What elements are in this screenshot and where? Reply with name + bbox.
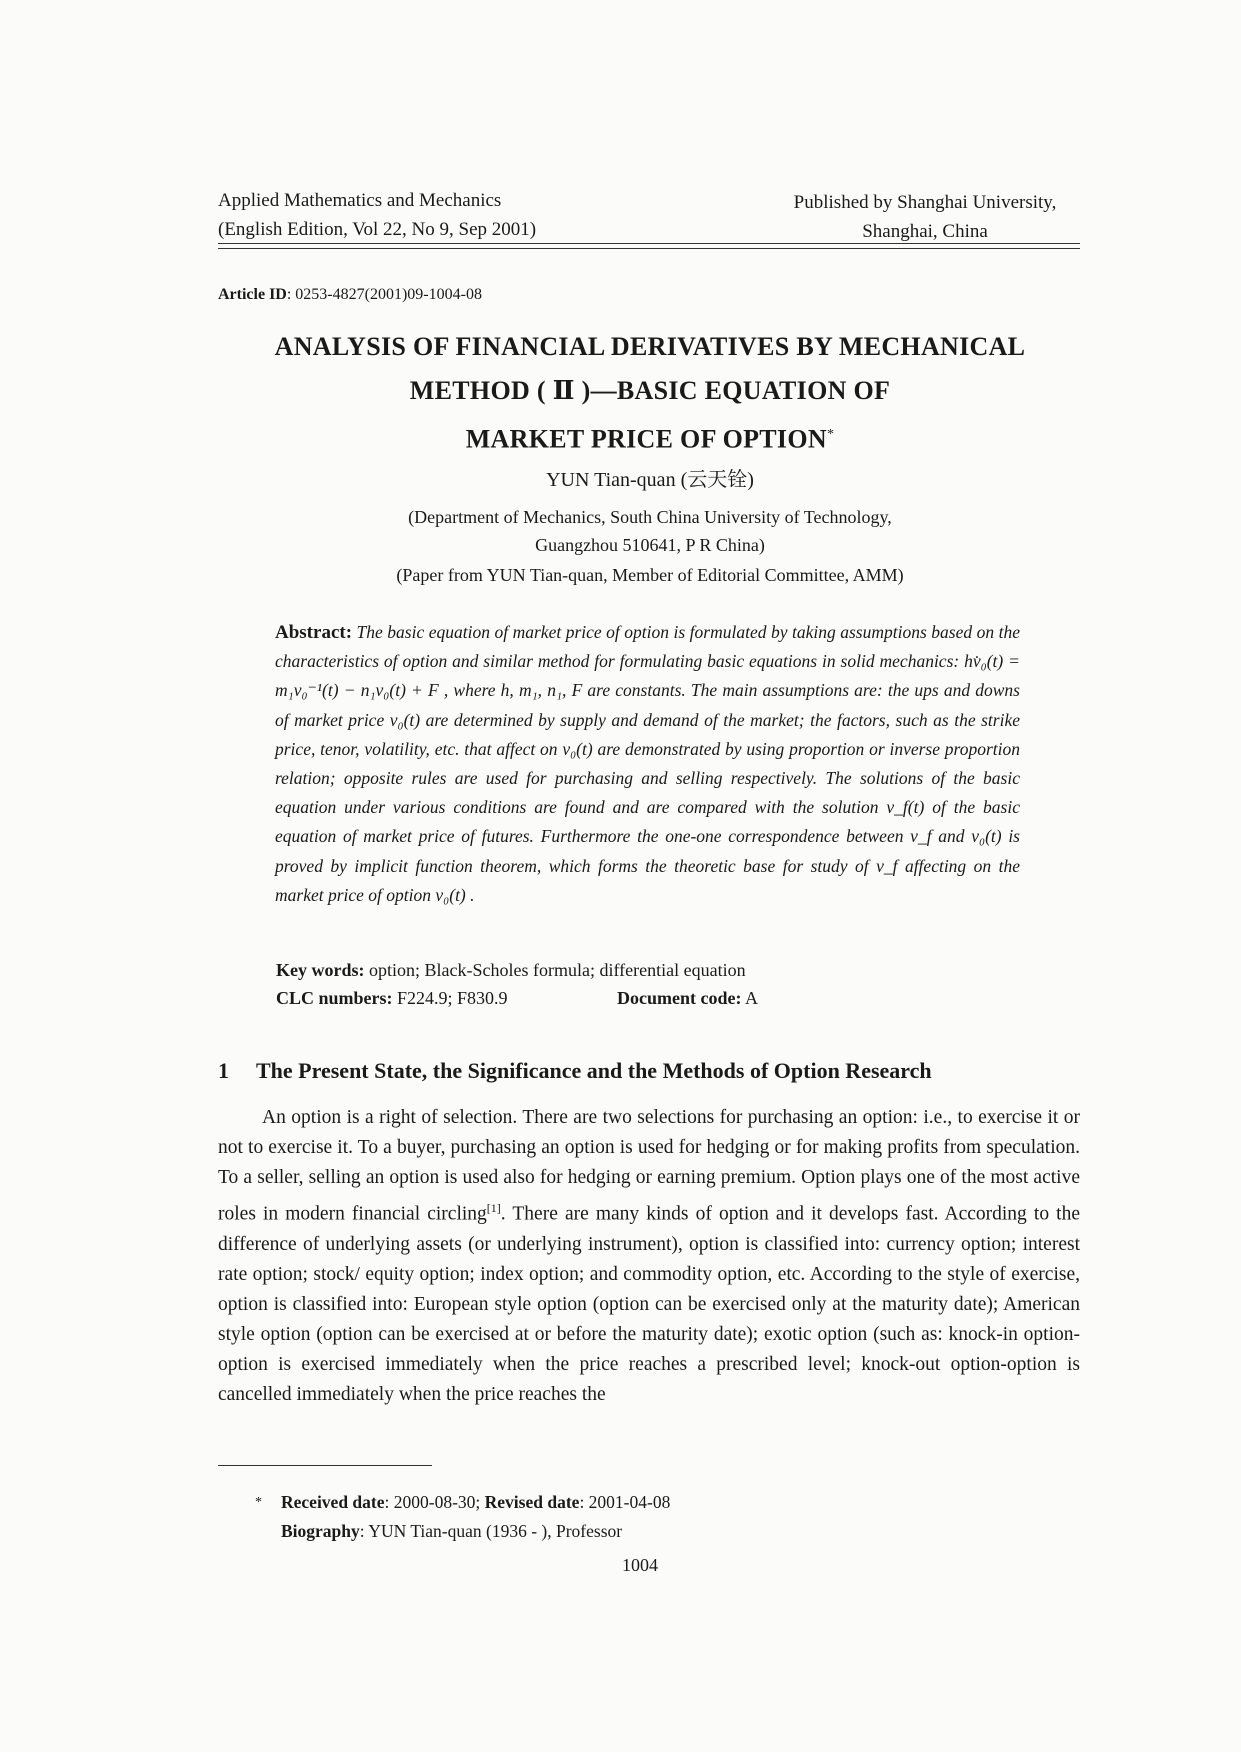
citation-ref: [1] xyxy=(486,1201,501,1215)
header-rule-bottom xyxy=(218,248,1080,249)
paragraph-text-b: . There are many kinds of option and it develops fast. According to the difference of underlying assets (or underlying instrument), option is classified into: currency option; interest rate option; stock/ equity option; index option; and commodity option, etc. According to the style of exercise, option is classified into: European style option (option can be exercised only at the maturity date); American style option (option can be exercised at or before the maturity date); exotic option (such as: knock-in option-option is exercised immediately when the price reaches a prescribed level; knock-out option-option is cancelled immediately when the price reaches the xyxy=(218,1203,1080,1405)
paragraph xyxy=(218,1103,1080,1410)
title-line-3-text: MARKET PRICE OF OPTION xyxy=(465,424,827,454)
header-rule-top xyxy=(218,243,1080,244)
keywords-text: option; Black-Scholes formula; differential equation xyxy=(364,960,746,980)
received-label: Received date xyxy=(281,1492,385,1512)
footnote xyxy=(255,1488,670,1546)
keywords xyxy=(276,956,746,984)
affiliation-line-1: (Department of Mechanics, South China University of Technology, xyxy=(408,507,892,527)
biography-text: : YUN Tian-quan (1936 - ), Professor xyxy=(359,1521,623,1541)
footnote-rule xyxy=(218,1465,432,1466)
document-code-label: Document code: xyxy=(617,988,742,1008)
paper-from: (Paper from YUN Tian-quan, Member of Editorial Committee, AMM) xyxy=(396,565,904,585)
footnote-biography xyxy=(255,1517,670,1546)
article-id xyxy=(218,286,482,304)
biography-label: Biography xyxy=(281,1521,360,1541)
title-line-1: ANALYSIS OF FINANCIAL DERIVATIVES BY MECHANICAL xyxy=(274,332,1026,361)
document-code-text: A xyxy=(741,988,758,1008)
journal-name: Applied Mathematics and Mechanics xyxy=(218,190,502,211)
title-line-2: METHOD ( Ⅱ )—BASIC EQUATION OF xyxy=(409,376,891,405)
footnote-mark: * xyxy=(255,1495,262,1510)
publisher: Published by Shanghai University, xyxy=(793,192,1057,213)
title-line-3 xyxy=(160,413,1140,462)
body-text xyxy=(218,1103,1080,1410)
affiliation xyxy=(160,503,1140,559)
publisher-header xyxy=(770,188,1080,246)
clc-numbers xyxy=(276,984,508,1012)
revised-date: : 2001-04-08 xyxy=(579,1492,671,1512)
title-footnote-mark: * xyxy=(826,427,835,442)
footnote-dates xyxy=(255,1488,670,1517)
revised-label: Revised date xyxy=(484,1492,580,1512)
page-number: 1004 xyxy=(622,1555,658,1575)
abstract xyxy=(275,618,1020,910)
received-date: : 2000-08-30; xyxy=(384,1492,481,1512)
keywords-label: Key words: xyxy=(276,960,365,980)
article-id-value: : 0253-4827(2001)09-1004-08 xyxy=(286,286,482,303)
section-title: The Present State, the Significance and the Methods of Option Research xyxy=(256,1058,932,1083)
section-heading xyxy=(218,1058,932,1084)
publisher-location: Shanghai, China xyxy=(862,221,988,242)
paragraph-text-a: An option is a right of selection. There are two selections for purchasing an option: i.e., to exercise it or not to exercise it. To a buyer, purchasing an option is used for hedging or for making profits from speculation. To a seller, selling an option is used also for hedging or earning premium. Option plays one of the most active roles in modern financial circling xyxy=(218,1107,1080,1225)
journal-edition: (English Edition, Vol 22, No 9, Sep 2001) xyxy=(218,219,537,240)
abstract-text: The basic equation of market price of option is formulated by taking assumptions based on the characteristics of option and similar method for formulating basic equations in solid mechanics: hv̇₀(t) = m₁v₀⁻¹(t) − n₁v₀(t) + F , where h, m₁, n₁, F are constants. The main assumptions are: the ups and downs of market price v₀(t) are determined by supply and demand of the market; the factors, such as the strike price, tenor, volatility, etc. that affect on v₀(t) are demonstrated by using proportion or inverse proportion relation; opposite rules are used for purchasing and selling respectively. The solutions of the basic equation under various conditions are found and are compared with the solution v_f(t) of the basic equation of market price of futures. Furthermore the one-one correspondence between v_f and v₀(t) is proved by implicit function theorem, which forms the theoretic base for study of v_f affecting on the market price of option v₀(t) . xyxy=(275,622,1021,905)
clc-text: F224.9; F830.9 xyxy=(392,988,508,1008)
section-number: 1 xyxy=(218,1058,229,1083)
clc-label: CLC numbers: xyxy=(276,988,393,1008)
paper-title xyxy=(160,325,1140,462)
abstract-label: Abstract: xyxy=(275,622,353,643)
journal-header xyxy=(218,186,536,244)
affiliation-line-2: Guangzhou 510641, P R China) xyxy=(535,535,765,555)
article-id-label: Article ID xyxy=(218,286,287,303)
author: YUN Tian-quan (云天铨) xyxy=(546,469,754,491)
document-code xyxy=(617,984,758,1012)
